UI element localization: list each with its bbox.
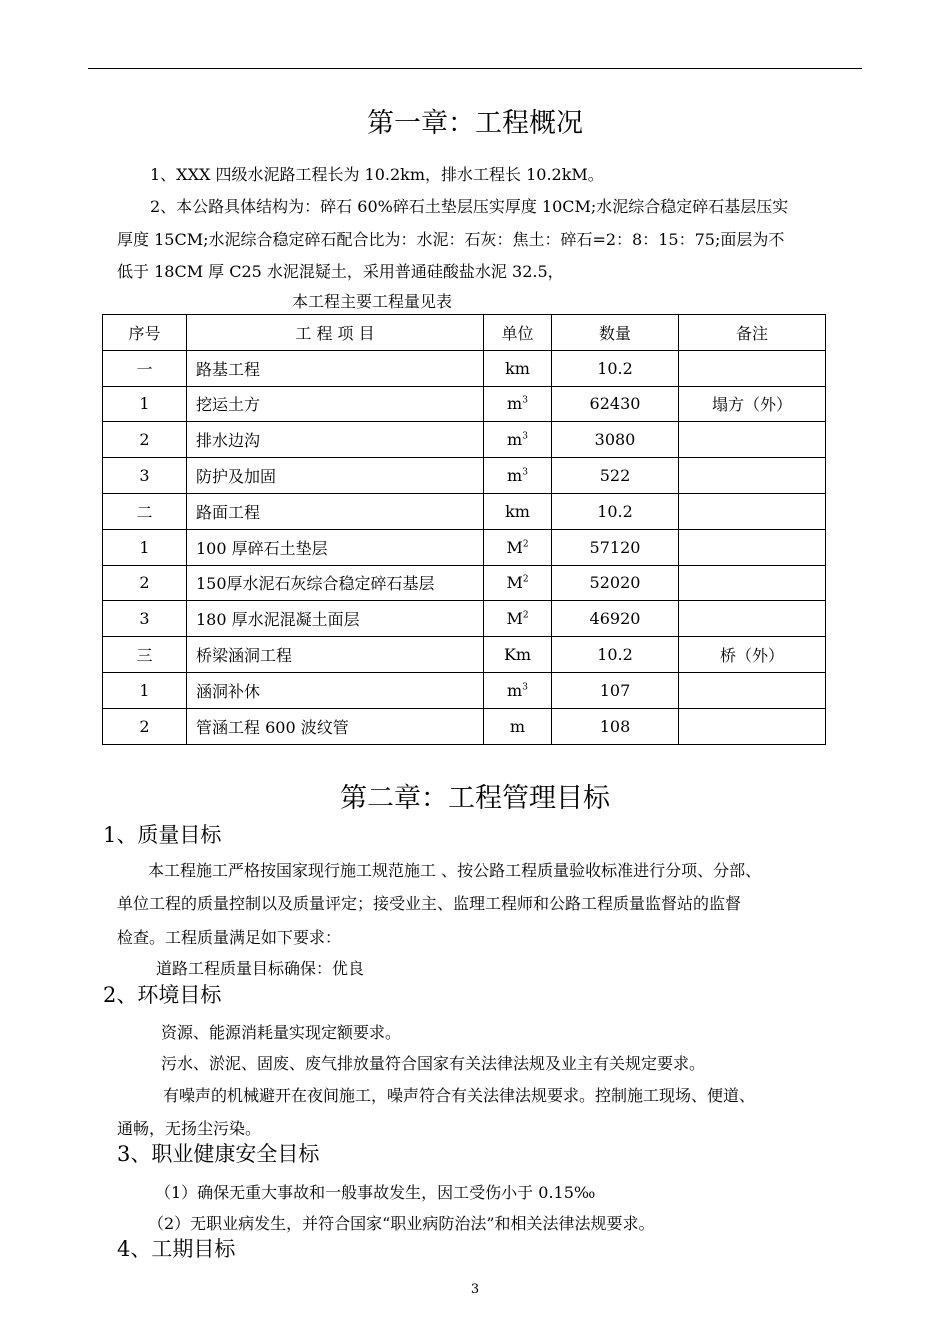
unit-superscript: 3 xyxy=(522,431,528,442)
cell-unit xyxy=(484,708,552,744)
cell-qty-text: 52020 xyxy=(589,573,641,593)
cell-no-text: 3 xyxy=(139,466,150,486)
cell-unit xyxy=(484,458,552,494)
cell-unit-text: M xyxy=(506,609,523,629)
cell-no xyxy=(103,708,187,744)
cell-item xyxy=(187,350,484,386)
cell-unit-text: m xyxy=(507,430,523,450)
cell-no-text: 2 xyxy=(139,716,150,736)
section1-line4: 道路工程质量目标确保：优良 xyxy=(156,959,365,978)
cell-no-text: 1 xyxy=(139,394,150,414)
cell-qty-text: 3080 xyxy=(594,430,636,450)
table-row xyxy=(103,422,826,458)
cell-unit-text: m xyxy=(507,680,523,700)
cell-qty-text: 522 xyxy=(599,466,631,486)
cell-item xyxy=(187,672,484,708)
section2-heading: 2、环境目标 xyxy=(103,983,222,1007)
section2-line3: 有噪声的机械避开在夜间施工，噪声符合有关法律法规要求。控制施工现场、便道、 xyxy=(163,1086,756,1105)
header-rule xyxy=(88,68,862,69)
cell-note xyxy=(679,386,826,422)
cell-unit-text: m xyxy=(509,716,526,736)
cell-item-text: 涵洞补休 xyxy=(196,681,261,701)
cell-unit-text: km xyxy=(505,358,530,378)
cell-no xyxy=(103,637,187,673)
cell-note xyxy=(679,637,826,673)
unit-superscript: 3 xyxy=(522,467,528,478)
cell-note-text: 桥（外） xyxy=(719,646,784,666)
cell-note xyxy=(679,672,826,708)
section2-line4: 通畅，无扬尘污染。 xyxy=(117,1119,262,1138)
cell-item-text: 挖运土方 xyxy=(196,395,261,415)
cell-qty xyxy=(552,422,679,458)
chapter1-para2-line1: 2、本公路具体结构为：碎石 60%碎石土垫层压实厚度 10CM;水泥综合稳定碎石基层压实 xyxy=(150,197,789,216)
cell-qty xyxy=(552,350,679,386)
cell-item xyxy=(187,529,484,565)
cell-no xyxy=(103,601,187,637)
unit-superscript: 3 xyxy=(522,396,528,407)
cell-no-text: 2 xyxy=(139,573,150,593)
cell-unit xyxy=(484,672,552,708)
cell-item xyxy=(187,422,484,458)
cell-item-text: 100 厚碎石土垫层 xyxy=(196,538,328,558)
cell-qty xyxy=(552,529,679,565)
cell-no xyxy=(103,386,187,422)
cell-qty-text: 108 xyxy=(599,716,631,736)
section1-line3: 检查。工程质量满足如下要求： xyxy=(117,928,342,947)
cell-note xyxy=(679,565,826,601)
cell-qty-text: 57120 xyxy=(589,537,641,557)
cell-note xyxy=(679,708,826,744)
cell-qty xyxy=(552,708,679,744)
chapter1-para2-line2: 厚度 15CM;水泥综合稳定碎石配合比为：水泥：石灰：焦土：碎石=2：8：15：75;面层为不 xyxy=(117,230,785,249)
cell-no xyxy=(103,422,187,458)
cell-no-text: 三 xyxy=(136,646,153,666)
cell-no xyxy=(103,529,187,565)
cell-unit xyxy=(484,422,552,458)
cell-item xyxy=(187,458,484,494)
cell-no xyxy=(103,458,187,494)
cell-unit xyxy=(484,565,552,601)
cell-unit-text: m xyxy=(507,394,523,414)
cell-item-text: 排水边沟 xyxy=(196,431,261,451)
quantity-table xyxy=(102,314,826,745)
cell-no-text: 3 xyxy=(139,609,150,629)
table-row xyxy=(103,458,826,494)
cell-qty-text: 10.2 xyxy=(597,645,633,665)
section1-line1: 本工程施工严格按国家现行施工规范施工 、按公路工程质量验收标准进行分项、分部、 xyxy=(148,861,762,880)
table-caption: 本工程主要工程量见表 xyxy=(292,292,453,311)
cell-no xyxy=(103,350,187,386)
cell-qty-text: 10.2 xyxy=(597,358,633,378)
cell-qty xyxy=(552,493,679,529)
cell-item-text: 防护及加固 xyxy=(196,467,277,487)
cell-qty xyxy=(552,672,679,708)
unit-superscript: 2 xyxy=(522,539,529,550)
cell-note-text: 塌方（外） xyxy=(711,395,792,415)
header-unit: 单位 xyxy=(484,315,552,351)
section2-line2: 污水、淤泥、固废、废气排放量符合国家有关法律法规及业主有关规定要求。 xyxy=(161,1054,706,1073)
cell-item-text: 管涵工程 600 波纹管 xyxy=(196,717,349,737)
cell-qty xyxy=(552,386,679,422)
section2-line1: 资源、能源消耗量实现定额要求。 xyxy=(161,1023,402,1042)
cell-unit xyxy=(484,601,552,637)
chapter1-title: 第一章：工程概况 xyxy=(367,108,583,139)
cell-no-text: 1 xyxy=(139,680,150,700)
table-row xyxy=(103,565,826,601)
cell-item-text: 150厚水泥石灰综合稳定碎石基层 xyxy=(196,574,435,594)
table-row xyxy=(103,708,826,744)
cell-item-text: 路面工程 xyxy=(196,502,261,522)
cell-unit xyxy=(484,529,552,565)
cell-no-text: 一 xyxy=(136,359,153,379)
table-row xyxy=(103,672,826,708)
cell-item xyxy=(187,601,484,637)
unit-superscript: 3 xyxy=(522,682,528,693)
cell-unit-text: m xyxy=(507,466,523,486)
header-qty: 数量 xyxy=(552,315,679,351)
cell-unit-text: km xyxy=(505,501,530,521)
section1-line2: 单位工程的质量控制以及质量评定；接受业主、监理工程师和公路工程质量监督站的监督 xyxy=(117,894,742,913)
chapter1-para2-line3: 低于 18CM 厚 C25 水泥混疑土，采用普通硅酸盐水泥 32.5， xyxy=(117,262,564,281)
cell-unit-text: M xyxy=(506,537,523,557)
cell-no-text: 2 xyxy=(139,430,150,450)
table-row xyxy=(103,350,826,386)
cell-item xyxy=(187,386,484,422)
cell-no-text: 二 xyxy=(136,502,153,522)
unit-superscript: 2 xyxy=(522,575,529,586)
cell-qty xyxy=(552,458,679,494)
section1-heading: 1、质量目标 xyxy=(103,823,222,847)
table-row xyxy=(103,637,826,673)
unit-superscript: 2 xyxy=(522,610,529,621)
table-header-row xyxy=(103,315,826,351)
page-number: 3 xyxy=(470,1282,480,1297)
chapter2-title: 第二章：工程管理目标 xyxy=(340,783,610,814)
cell-note xyxy=(679,422,826,458)
header-note: 备注 xyxy=(679,315,826,351)
cell-note xyxy=(679,601,826,637)
section3-line1: （1）确保无重大事故和一般事故发生，因工受伤小于 0.15‰ xyxy=(155,1183,596,1202)
cell-qty xyxy=(552,565,679,601)
table-row xyxy=(103,386,826,422)
cell-qty xyxy=(552,637,679,673)
cell-qty xyxy=(552,601,679,637)
cell-note xyxy=(679,529,826,565)
cell-qty-text: 62430 xyxy=(589,394,641,414)
section3-line2: （2）无职业病发生，并符合国家“职业病防治法”和相关法律法规要求。 xyxy=(148,1214,655,1233)
header-no: 序号 xyxy=(103,315,187,351)
cell-unit-text: Km xyxy=(503,645,532,665)
cell-item xyxy=(187,493,484,529)
table-row xyxy=(103,529,826,565)
cell-item-text: 桥梁涵洞工程 xyxy=(196,646,293,666)
cell-no-text: 1 xyxy=(139,537,150,557)
cell-note xyxy=(679,458,826,494)
chapter1-para1: 1、XXX 四级水泥路工程长为 10.2km，排水工程长 10.2kM。 xyxy=(150,165,604,184)
cell-note xyxy=(679,493,826,529)
cell-note xyxy=(679,350,826,386)
section4-heading: 4、工期目标 xyxy=(117,1237,236,1261)
cell-unit xyxy=(484,350,552,386)
cell-unit xyxy=(484,386,552,422)
cell-item xyxy=(187,637,484,673)
cell-item-text: 路基工程 xyxy=(196,359,261,379)
table-row xyxy=(103,601,826,637)
cell-item xyxy=(187,565,484,601)
cell-unit xyxy=(484,637,552,673)
cell-no xyxy=(103,672,187,708)
header-item: 工 程 项 目 xyxy=(187,315,484,351)
cell-qty-text: 10.2 xyxy=(597,501,633,521)
table-row xyxy=(103,493,826,529)
cell-no xyxy=(103,565,187,601)
cell-qty-text: 46920 xyxy=(589,609,641,629)
cell-unit-text: M xyxy=(506,573,523,593)
cell-item xyxy=(187,708,484,744)
cell-no xyxy=(103,493,187,529)
cell-qty-text: 107 xyxy=(599,680,631,700)
cell-item-text: 180 厚水泥混凝土面层 xyxy=(196,610,360,630)
cell-unit xyxy=(484,493,552,529)
section3-heading: 3、职业健康安全目标 xyxy=(117,1142,320,1166)
